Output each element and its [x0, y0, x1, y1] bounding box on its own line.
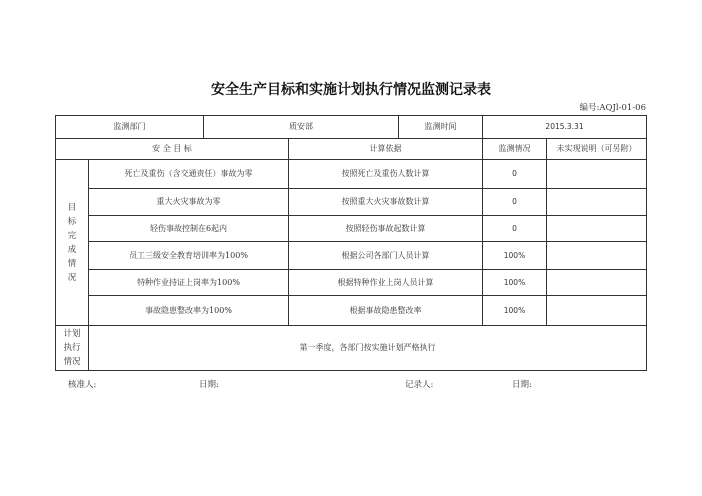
goal-cell: 事故隐患整改率为100%	[89, 296, 289, 326]
note-cell	[547, 270, 647, 296]
goal-column-header: 安 全 目 标	[56, 139, 289, 160]
note-cell	[547, 189, 647, 216]
table-row	[56, 189, 647, 216]
dept-label: 监测部门	[56, 116, 204, 139]
goal-cell: 员工三级安全教育培训率为100%	[89, 242, 289, 270]
time-label: 监测时间	[399, 116, 483, 139]
approver-label: 核准人:	[68, 380, 97, 390]
basis-column-header: 计算依据	[289, 139, 483, 160]
time-value: 2015.3.31	[483, 116, 647, 139]
basis-cell: 根据特种作业上岗人员计算	[289, 270, 483, 296]
table-row	[56, 270, 647, 296]
table-row	[56, 242, 647, 270]
table-row	[56, 296, 647, 326]
status-cell: 0	[483, 189, 547, 216]
status-cell: 100%	[483, 270, 547, 296]
record-table	[55, 115, 647, 371]
table-row	[56, 216, 647, 242]
basis-cell: 按照轻伤事故起数计算	[289, 216, 483, 242]
goal-group-label: 目 标 完 成 情 况	[56, 160, 89, 326]
table-row	[56, 160, 647, 189]
status-cell: 0	[483, 216, 547, 242]
document-code: 编号:AQJl-01-06	[579, 103, 646, 113]
basis-cell: 根据公司各部门人员计算	[289, 242, 483, 270]
column-header-row	[56, 139, 647, 160]
record-date-label: 日期:	[512, 380, 532, 390]
goal-cell: 特种作业持证上岗率为100%	[89, 270, 289, 296]
goal-cell: 轻伤事故控制在6起内	[89, 216, 289, 242]
recorder-label: 记录人:	[405, 380, 434, 390]
header-row	[56, 116, 647, 139]
goal-cell: 重大火灾事故为零	[89, 189, 289, 216]
plan-label: 计划 执行 情况	[56, 326, 89, 371]
note-cell	[547, 242, 647, 270]
basis-cell: 按照死亡及重伤人数计算	[289, 160, 483, 189]
approval-date-label: 日期:	[199, 380, 219, 390]
status-cell: 100%	[483, 296, 547, 326]
plan-text: 第一季度，各部门按实施计划严格执行	[89, 326, 647, 371]
page-title: 安全生产目标和实施计划执行情况监测记录表	[211, 82, 491, 98]
status-cell: 0	[483, 160, 547, 189]
note-cell	[547, 296, 647, 326]
plan-row	[56, 326, 647, 371]
goal-cell: 死亡及重伤（含交通责任）事故为零	[89, 160, 289, 189]
status-cell: 100%	[483, 242, 547, 270]
note-cell	[547, 160, 647, 189]
note-column-header: 未实现说明（可另附）	[547, 139, 647, 160]
basis-cell: 按照重大火灾事故数计算	[289, 189, 483, 216]
basis-cell: 根据事故隐患整改率	[289, 296, 483, 326]
note-cell	[547, 216, 647, 242]
dept-value: 质安部	[204, 116, 399, 139]
status-column-header: 监测情况	[483, 139, 547, 160]
